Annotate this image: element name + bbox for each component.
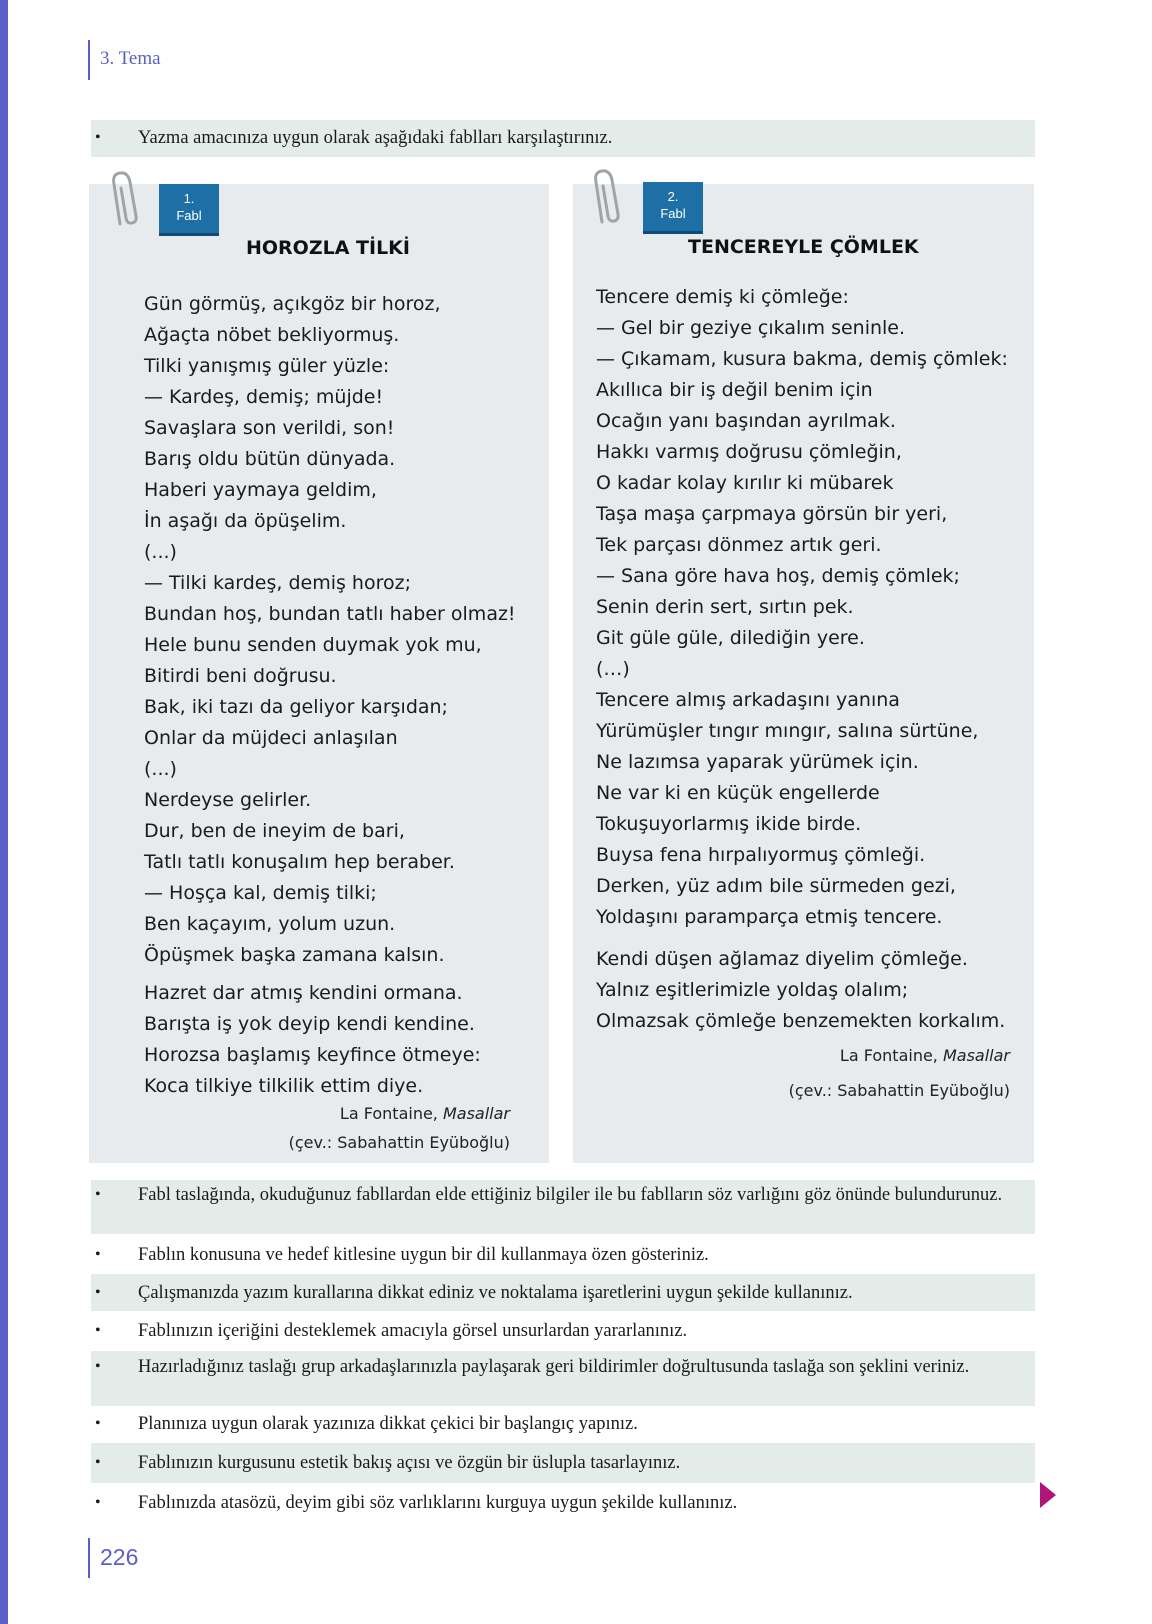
verse-line: Tencere almış arkadaşını yanına — [596, 689, 900, 711]
bullet-text: Hazırladığınız taslağı grup arkadaşlarınızla paylaşarak geri bildirimler doğrultusunda taslağa son şeklini veriniz. — [138, 1357, 970, 1377]
fable-2-work: Masallar — [942, 1046, 1010, 1065]
verse-line: — Çıkamam, kusura bakma, demiş çömlek: — [596, 348, 1008, 370]
verse-line: Hele bunu senden duymak yok mu, — [144, 634, 482, 656]
bullet-dot: • — [95, 1284, 101, 1301]
verse-line: Hazret dar atmış kendini ormana. — [144, 982, 463, 1004]
verse-line: — Sana göre hava hoş, demiş çömlek; — [596, 565, 960, 587]
bullet-dot: • — [95, 1415, 101, 1432]
bullet-item — [91, 1274, 1035, 1311]
fable-1-author: La Fontaine, — [339, 1104, 443, 1123]
verse-line: Gün görmüş, açıkgöz bir horoz, — [144, 293, 441, 315]
fable-2-tag-number: 2. — [667, 189, 679, 204]
fable-1-stanza-1 — [144, 289, 516, 971]
verse-line: Yürümüşler tıngır mıngır, salına sürtüne, — [596, 720, 979, 742]
verse-line: Koca tilkiye tilkilik ettim diye. — [144, 1075, 424, 1097]
verse-line: Bitirdi beni doğrusu. — [144, 665, 337, 687]
verse-line: Bak, iki tazı da geliyor karşıdan; — [144, 696, 448, 718]
bullet-text: Fablınızda atasözü, deyim gibi söz varlıklarını kurguya uygun şekilde kullanınız. — [138, 1493, 738, 1513]
verse-line: Ağaçta nöbet bekliyormuş. — [144, 324, 400, 346]
verse-line: Ben kaçayım, yolum uzun. — [144, 913, 396, 935]
fable-1-stanza-2 — [144, 978, 481, 1102]
verse-line: (...) — [144, 541, 177, 563]
verse-line: Tilki yanışmış güler yüzle: — [144, 355, 390, 377]
verse-line: (…) — [596, 658, 630, 680]
fable-2-attribution — [710, 1046, 1010, 1065]
verse-line: Onlar da müjdeci anlaşılan — [144, 727, 398, 749]
bullet-dot: • — [95, 129, 101, 146]
verse-line: Hakkı varmış doğrusu çömleğin, — [596, 441, 902, 463]
fable-1-tag-number: 1. — [183, 191, 195, 206]
verse-line: Yalnız eşitlerimizle yoldaş olalım; — [596, 979, 909, 1001]
verse-line: Nerdeyse gelirler. — [144, 789, 312, 811]
verse-line: Akıllıca bir iş değil benim için — [596, 379, 873, 401]
verse-line: Öpüşmek başka zamana kalsın. — [144, 944, 445, 966]
bullet-text: Fablın konusuna ve hedef kitlesine uygun bir dil kullanmaya özen gösteriniz. — [138, 1245, 709, 1265]
bullet-text: Çalışmanızda yazım kurallarına dikkat ediniz ve noktalama işaretlerini uygun şekilde kullanınız. — [138, 1283, 853, 1303]
header-divider — [88, 40, 90, 80]
fable-2-tag-label: Fabl — [660, 206, 686, 221]
bullet-item — [91, 1351, 1035, 1406]
bullet-text: Fablınızın içeriğini desteklemek amacıyla görsel unsurlardan yararlanınız. — [138, 1321, 688, 1341]
bullet-dot: • — [95, 1494, 101, 1511]
fable-2-stanza-1 — [596, 282, 1008, 933]
fable-2-translator: (çev.: Sabahattin Eyüboğlu) — [788, 1081, 1010, 1100]
verse-line: — Tilki kardeş, demiş horoz; — [144, 572, 411, 594]
verse-line: İn aşağı da öpüşelim. — [144, 510, 347, 532]
bullet-item — [91, 1316, 1035, 1346]
verse-line: — Hoşça kal, demiş tilki; — [144, 882, 377, 904]
fable-1-tag-label: Fabl — [176, 208, 202, 223]
verse-line: Buysa fena hırpalıyormuş çömleği. — [596, 844, 926, 866]
verse-line: Ne var ki en küçük engellerde — [596, 782, 880, 804]
verse-line: (...) — [144, 758, 177, 780]
next-page-arrow-icon[interactable] — [1040, 1482, 1056, 1508]
verse-line: — Gel bir geziye çıkalım seninle. — [596, 317, 906, 339]
verse-line: — Kardeş, demiş; müjde! — [144, 386, 384, 408]
theme-label: 3. Tema — [100, 48, 161, 69]
bullet-item — [91, 1443, 1035, 1483]
intro-text: Yazma amacınıza uygun olarak aşağıdaki fablları karşılaştırınız. — [138, 128, 613, 148]
footer-divider — [88, 1538, 90, 1578]
verse-line: Tek parçası dönmez artık geri. — [596, 534, 882, 556]
verse-line: Tatlı tatlı konuşalım hep beraber. — [144, 851, 455, 873]
verse-line: Taşa maşa çarpmaya görsün bir yeri, — [596, 503, 948, 525]
bullet-text: Fabl taslağında, okuduğunuz fabllardan elde ettiğiniz bilgiler ile bu fablların söz varlığını göz önünde bulundurunuz. — [138, 1185, 1003, 1205]
bullet-dot: • — [95, 1246, 101, 1263]
bullet-dot: • — [95, 1186, 101, 1203]
page-number: 226 — [100, 1544, 139, 1570]
intro-bullet — [91, 120, 1035, 157]
bullet-item — [91, 1180, 1035, 1234]
verse-line: Savaşlara son verildi, son! — [144, 417, 395, 439]
verse-line: Git güle güle, dilediğin yere. — [596, 627, 865, 649]
verse-line: Yoldaşını paramparça etmiş tencere. — [596, 906, 943, 928]
bullet-text: Planınıza uygun olarak yazınıza dikkat çekici bir başlangıç yapınız. — [138, 1414, 638, 1434]
paperclip-icon — [110, 170, 146, 230]
paperclip-icon — [592, 168, 628, 228]
verse-line: Ne lazımsa yaparak yürümek için. — [596, 751, 919, 773]
left-edge-strip — [0, 0, 8, 1624]
verse-line: Barışta iş yok deyip kendi kendine. — [144, 1013, 475, 1035]
bullet-item — [91, 1488, 1035, 1518]
bullet-item — [91, 1410, 1035, 1440]
verse-line: Bundan hoş, bundan tatlı haber olmaz! — [144, 603, 516, 625]
bullet-dot: • — [95, 1454, 101, 1471]
fable-1-tag — [159, 184, 219, 236]
fable-1-attribution — [220, 1104, 510, 1123]
fable-2-stanza-2 — [596, 944, 1005, 1037]
fable-1-translator: (çev.: Sabahattin Eyüboğlu) — [288, 1133, 510, 1152]
verse-line: Derken, yüz adım bile sürmeden gezi, — [596, 875, 956, 897]
verse-line: Ocağın yanı başından ayrılmak. — [596, 410, 896, 432]
fable-1-title: HOROZLA TİLKİ — [246, 237, 410, 259]
fable-1-work: Masallar — [442, 1104, 510, 1123]
bullet-item — [91, 1240, 1035, 1270]
bullet-dot: • — [95, 1322, 101, 1339]
verse-line: Haberi yaymaya geldim, — [144, 479, 377, 501]
verse-line: Horozsa başlamış keyfince ötmeye: — [144, 1044, 481, 1066]
verse-line: Senin derin sert, sırtın pek. — [596, 596, 854, 618]
verse-line: Tencere demiş ki çömleğe: — [596, 286, 849, 308]
fable-2-author: La Fontaine, — [839, 1046, 943, 1065]
verse-line: Dur, ben de ineyim de bari, — [144, 820, 405, 842]
verse-line: Kendi düşen ağlamaz diyelim çömleğe. — [596, 948, 968, 970]
bullet-dot: • — [95, 1358, 101, 1375]
verse-line: O kadar kolay kırılır ki mübarek — [596, 472, 894, 494]
fable-2-title: TENCEREYLE ÇÖMLEK — [688, 236, 919, 258]
verse-line: Barış oldu bütün dünyada. — [144, 448, 396, 470]
bullet-text: Fablınızın kurgusunu estetik bakış açısı ve özgün bir üslupla tasarlayınız. — [138, 1453, 681, 1473]
fable-2-tag — [643, 182, 703, 234]
verse-line: Tokuşuyorlarmış ikide birde. — [596, 813, 862, 835]
verse-line: Olmazsak çömleğe benzemekten korkalım. — [596, 1010, 1006, 1032]
